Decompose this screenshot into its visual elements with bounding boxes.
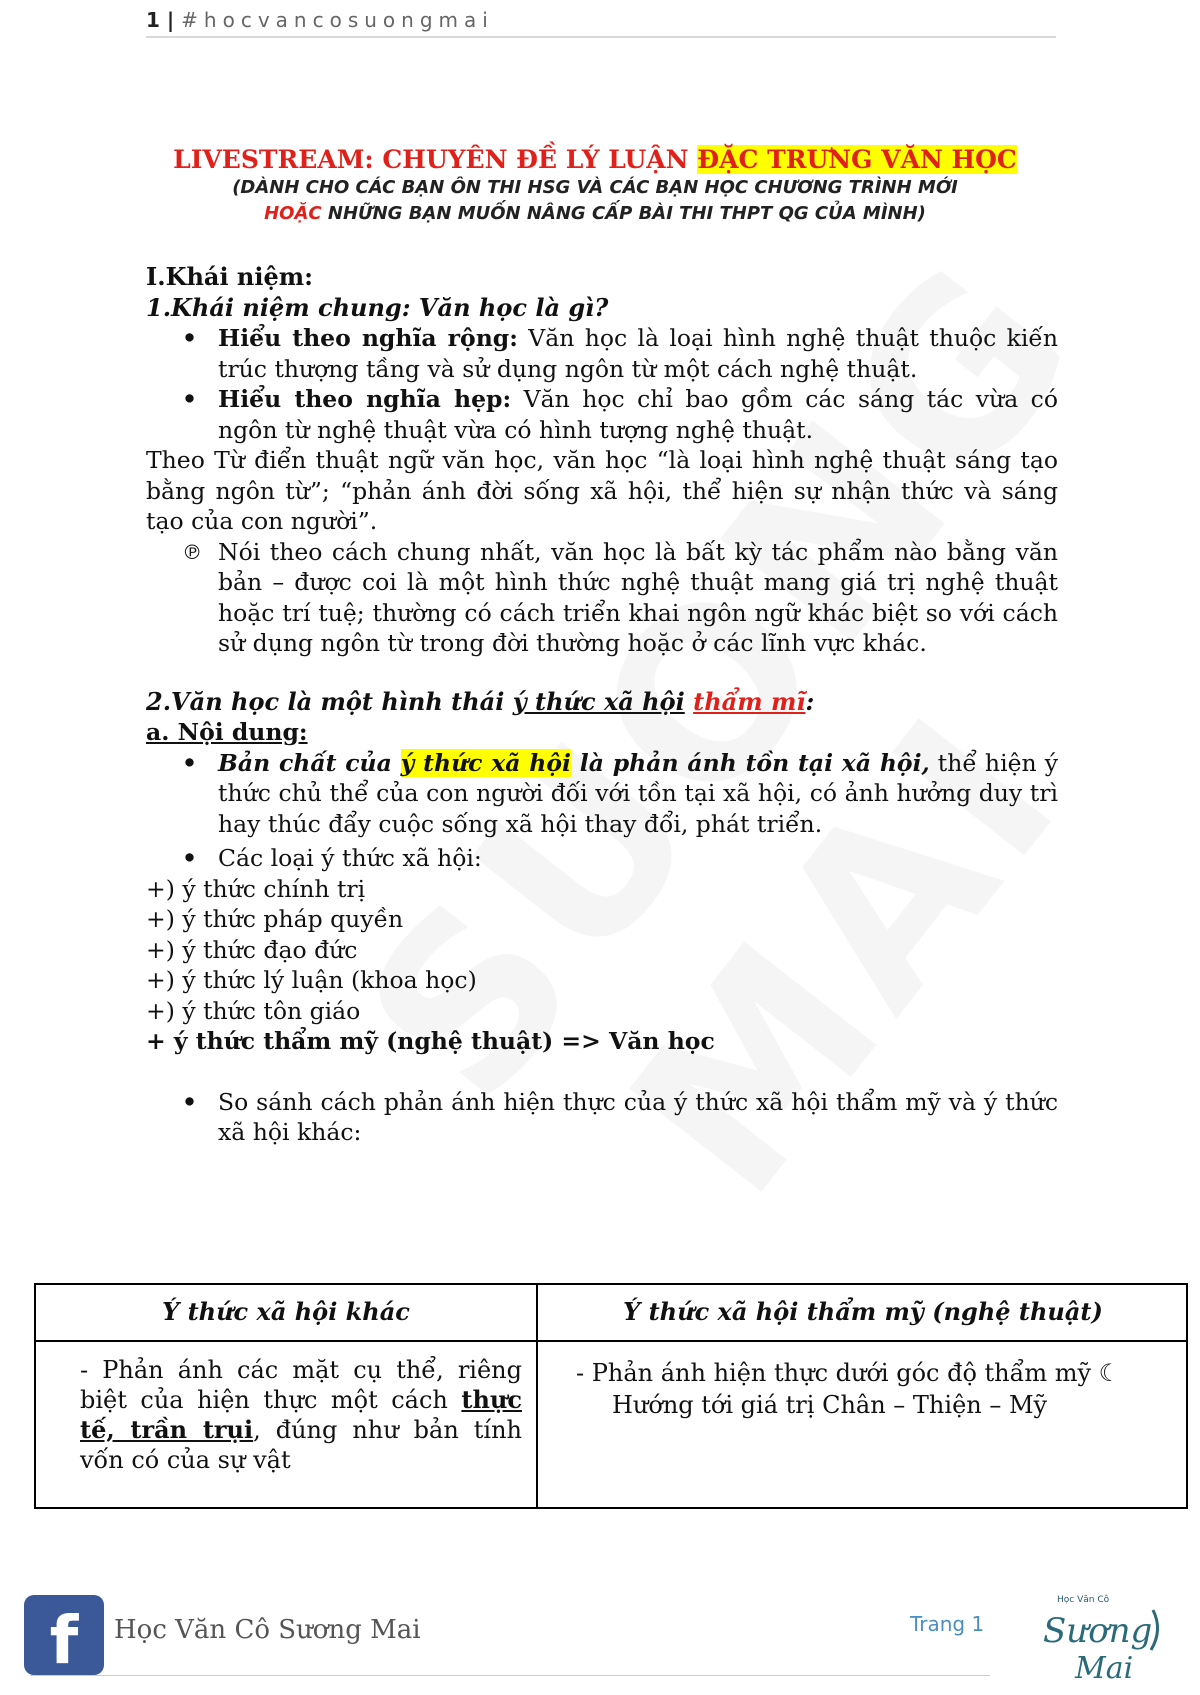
bullet-narrow-meaning bbox=[146, 384, 1058, 445]
type-item: +) ý thức tôn giáo bbox=[146, 996, 361, 1025]
bullet-types bbox=[146, 843, 1058, 874]
suong-mai-logo bbox=[1035, 1580, 1175, 1690]
types-label: Các loại ý thức xã hội: bbox=[218, 844, 482, 872]
footer-divider bbox=[30, 1675, 990, 1676]
cell-other-underlined: thực tế, trần trụi bbox=[80, 1385, 522, 1444]
page-header bbox=[146, 8, 1056, 38]
dictionary-paragraph: Theo Từ điển thuật ngữ văn học, văn học “là loại hình nghệ thuật sáng tạo bằng ngôn từ”; “phản ánh đời sống xã hội, thể hiện sự nhận thức và sáng tạo của con người”. bbox=[146, 446, 1058, 535]
bullet-dot: • bbox=[182, 385, 198, 413]
header-hashtag: #hocvancosuongmai bbox=[181, 8, 494, 32]
subtitle-line2 bbox=[130, 201, 1060, 227]
bullet1-bold: Hiểu theo nghĩa rộng: bbox=[218, 324, 518, 352]
section1-subheading: 1.Khái niệm chung: Văn học là gì? bbox=[146, 292, 609, 322]
logo-main-text: Sương bbox=[1043, 1611, 1153, 1651]
table-header-other: Ý thức xã hội khác bbox=[162, 1297, 410, 1326]
bullet-dot: • bbox=[182, 1087, 198, 1116]
section1-heading: I.Khái niệm: bbox=[146, 262, 314, 291]
bullet-essence bbox=[146, 748, 1058, 840]
subtitle-red-word: HOẶC bbox=[264, 203, 322, 224]
document-subtitle bbox=[130, 175, 1060, 227]
header-page-number: 1 bbox=[146, 8, 160, 32]
type-item: +) ý thức đạo đức bbox=[146, 935, 358, 964]
essence-pre: Bản chất của bbox=[218, 748, 401, 777]
bullet2-text: Văn học chỉ bao gồm các sáng tác vừa có ngôn từ nghệ thuật vừa có hình tượng nghệ thuật. bbox=[218, 385, 1058, 444]
section2-heading-pre: 2.Văn học là một hình thái bbox=[146, 686, 513, 716]
bullet-broad-meaning bbox=[146, 323, 1058, 384]
footer-page-name[interactable]: Học Văn Cô Sương Mai bbox=[114, 1615, 421, 1645]
document-title bbox=[130, 145, 1060, 175]
title-highlight: ĐẶC TRƯNG VĂN HỌC bbox=[697, 145, 1017, 174]
cell-other-pre: - Phản ánh các mặt cụ thể, riêng biệt của hiện thực một cách bbox=[80, 1356, 522, 1414]
table-header-aesthetic: Ý thức xã hội thẩm mỹ (nghệ thuật) bbox=[623, 1297, 1103, 1326]
section2-heading-underlined: ý thức xã hội bbox=[512, 686, 685, 716]
type-item: +) ý thức lý luận (khoa học) bbox=[146, 966, 477, 994]
arrow-symbol-icon: ℗ bbox=[182, 539, 202, 564]
cell-aesthetic-line2: Hướng tới giá trị Chân – Thiện – Mỹ bbox=[612, 1391, 1048, 1419]
bullet-dot: • bbox=[182, 844, 198, 872]
logo-top-text: Học Văn Cô bbox=[1057, 1595, 1110, 1605]
essence-post: là phản ánh tồn tại xã hội, bbox=[571, 748, 930, 777]
facebook-icon[interactable]: f bbox=[24, 1595, 104, 1675]
table-cell-other bbox=[80, 1355, 522, 1475]
cell-other-post: , đúng như bản tính vốn có của sự vật bbox=[80, 1416, 522, 1474]
section2-heading bbox=[146, 687, 1058, 718]
essence-highlight: ý thức xã hội bbox=[400, 748, 571, 777]
type-item: +) ý thức pháp quyền bbox=[146, 905, 404, 933]
logo-bottom-text: Mai bbox=[1075, 1651, 1134, 1686]
essence-text: thể hiện ý thức chủ thể của con người đối với tồn tại xã hội, có ảnh hưởng duy trì hay thúc đẩy cuộc sống xã hội thay đổi, phát triển. bbox=[218, 748, 1058, 838]
title-part1: LIVESTREAM: CHUYÊN ĐỀ LÝ LUẬN bbox=[173, 145, 698, 174]
conclusion-text: Nói theo cách chung nhất, văn học là bất kỳ tác phẩm nào bằng văn bản – được coi là một hình thức nghệ thuật mang giá trị nghệ thuật hoặc trí tuệ; thường có cách triển khai ngôn ngữ khác biệt so với cách sử dụng ngôn từ trong đời thường hoặc ở các lĩnh vực khác. bbox=[218, 537, 1058, 657]
section2-heading-red: thẩm mĩ bbox=[693, 686, 806, 716]
bullet1-text: Văn học là loại hình nghệ thuật thuộc kiến trúc thượng tầng và sử dụng ngôn từ một cách nghệ thuật. bbox=[218, 324, 1058, 383]
section2-sub-a: a. Nội dung: bbox=[146, 718, 308, 746]
bullet-compare bbox=[146, 1087, 1058, 1148]
footer-page-number: Trang 1 bbox=[910, 1612, 985, 1636]
main-content bbox=[146, 262, 1058, 1148]
section2-heading-post: : bbox=[805, 686, 815, 716]
bullet-dot: • bbox=[182, 324, 198, 352]
type-item: +) ý thức chính trị bbox=[146, 874, 366, 903]
bullet-dot: • bbox=[182, 748, 198, 777]
type-item-aesthetic: + ý thức thẩm mỹ (nghệ thuật) => Văn học bbox=[146, 1027, 715, 1055]
title-block bbox=[130, 145, 1060, 227]
cell-aesthetic-line1: - Phản ánh hiện thực dưới góc độ thẩm mỹ ☾ bbox=[576, 1359, 1121, 1387]
subtitle-line1: (DÀNH CHO CÁC BẠN ÔN THI HSG VÀ CÁC BẠN HỌC CHƯƠNG TRÌNH MỚI bbox=[232, 177, 958, 198]
subtitle-line2-rest: NHỮNG BẠN MUỐN NÂNG CẤP BÀI THI THPT QG CỦA MÌNH) bbox=[321, 203, 926, 224]
comparison-table bbox=[34, 1283, 1188, 1509]
table-cell-aesthetic bbox=[576, 1358, 1176, 1420]
compare-text: So sánh cách phản ánh hiện thực của ý thức xã hội thẩm mỹ và ý thức xã hội khác: bbox=[218, 1087, 1058, 1146]
header-separator: | bbox=[159, 8, 182, 32]
conclusion-item bbox=[146, 537, 1058, 659]
bullet2-bold: Hiểu theo nghĩa hẹp: bbox=[218, 385, 512, 413]
